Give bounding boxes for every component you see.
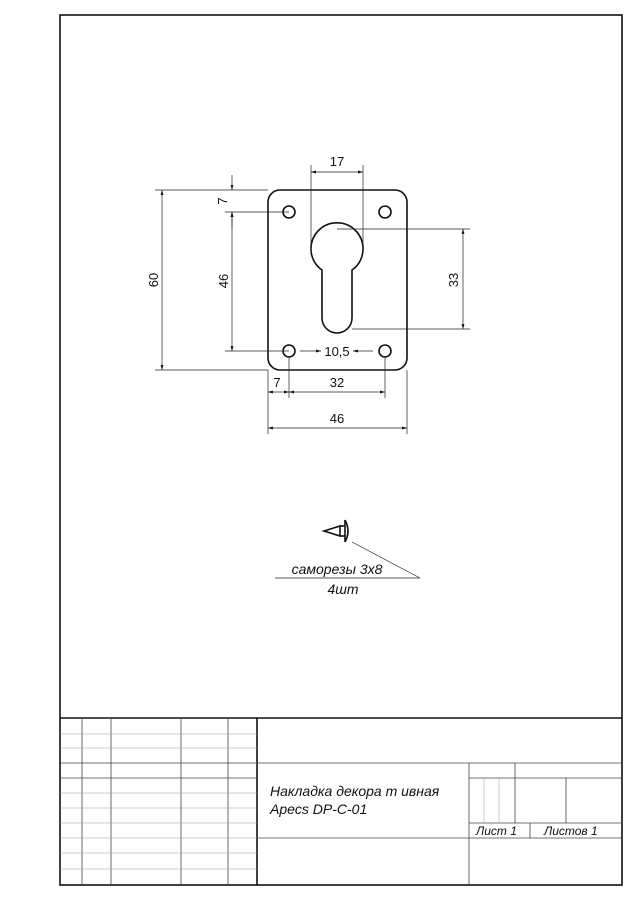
- screw-qty: 4шт: [327, 581, 359, 597]
- dim-left-offset: 7: [273, 375, 281, 390]
- title-name-line2: Apecs DP-C-01: [270, 801, 368, 817]
- screw-hole-bottom-right: [379, 345, 391, 357]
- dim-cylinder-height: 33: [446, 272, 461, 288]
- escutcheon-plate: [268, 190, 407, 370]
- title-name-line1: Накладка декора т ивная: [270, 783, 440, 799]
- cylinder-cutout: [311, 223, 363, 333]
- sheet-number: Лист 1: [476, 824, 517, 838]
- dim-height-total: 60: [146, 272, 161, 288]
- sheet-count: Листов 1: [544, 824, 598, 838]
- dim-top-offset: 7: [215, 197, 230, 205]
- screw-label: саморезы 3x8: [291, 561, 383, 577]
- screw-hole-top-right: [379, 206, 391, 218]
- dim-width-total: 46: [329, 411, 345, 426]
- dim-height-holes: 46: [216, 273, 231, 289]
- dim-slot-width: 10,5: [324, 344, 350, 359]
- screw-icon: [324, 520, 348, 542]
- dim-cylinder-width: 17: [329, 154, 345, 169]
- sheet-frame: [60, 15, 622, 885]
- dim-hole-spacing: 32: [329, 375, 345, 390]
- dimension-lines: [155, 165, 470, 434]
